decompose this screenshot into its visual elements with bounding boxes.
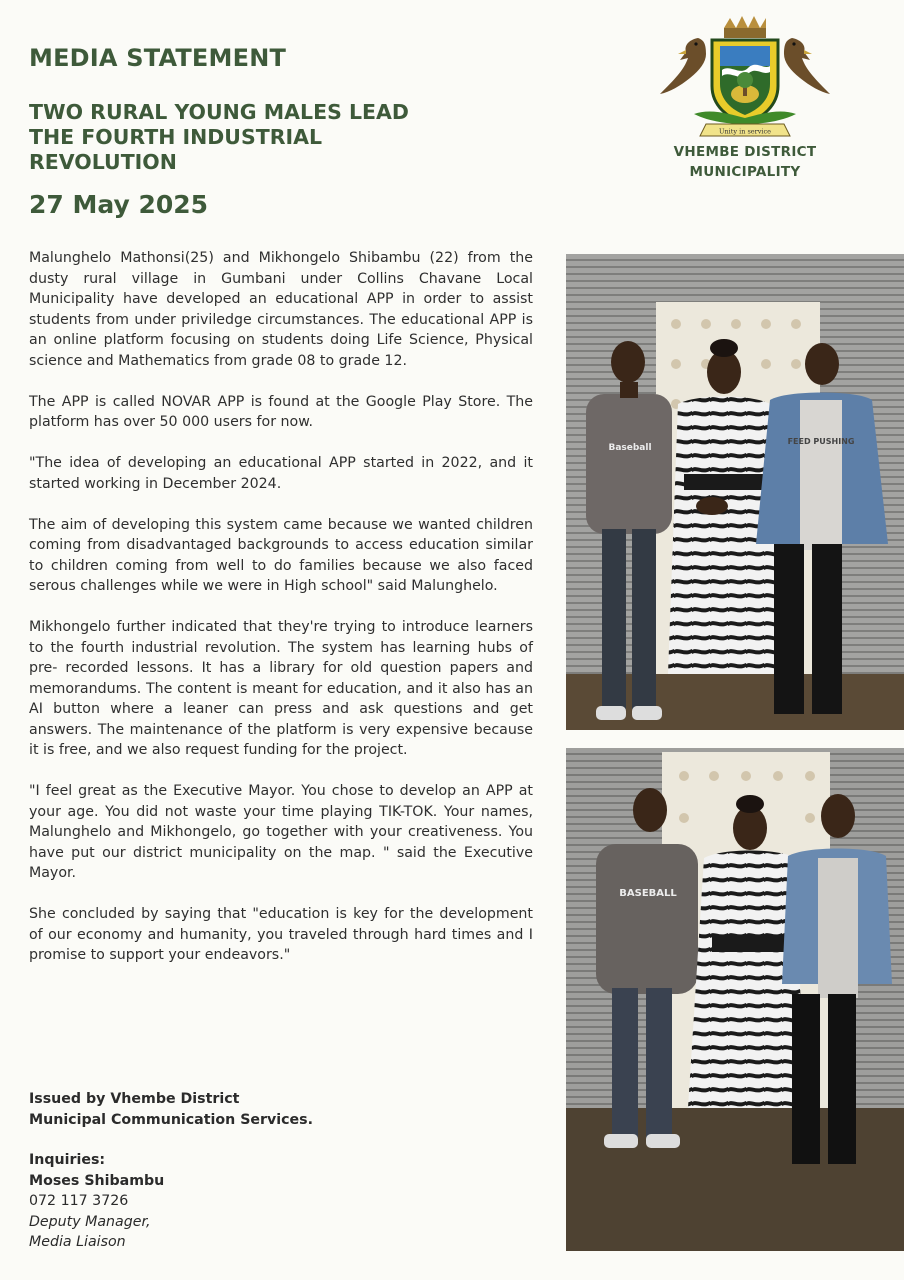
contact-title-line: Media Liaison xyxy=(29,1234,126,1250)
inquiries-block xyxy=(29,1150,533,1253)
photo-group-image xyxy=(566,748,904,1251)
shield-icon xyxy=(712,40,778,124)
media-statement-label: MEDIA STATEMENT xyxy=(29,44,287,72)
issued-by-line: Municipal Communication Services. xyxy=(29,1111,314,1128)
body-paragraph: She concluded by saying that "education is key for the development of our economy and humanity, you traveled through hard times and I promise to support your endeavors." xyxy=(29,906,533,963)
body-paragraph: The aim of developing this system came because we wanted children coming from disadvantaged backgrounds to access education similar to children coming from well to do families because we also faced serous challenges while we were in High school" said Malunghelo. xyxy=(29,516,533,594)
organization-name-line: VHEMBE DISTRICT xyxy=(673,144,817,160)
statement-date: 27 May 2025 xyxy=(29,190,209,219)
statement-body xyxy=(29,248,533,986)
headline-line: REVOLUTION xyxy=(29,150,177,174)
issued-by-line: Issued by Vhembe District xyxy=(29,1091,240,1107)
left-bird-icon xyxy=(660,38,706,94)
right-bird-icon xyxy=(784,38,830,94)
crown-icon xyxy=(724,16,766,38)
body-paragraph: "The idea of developing an educational APP started in 2022, and it started working in December 2024. xyxy=(29,455,533,492)
photo-handshake-image xyxy=(566,254,904,730)
coat-of-arms-icon xyxy=(650,14,840,144)
motto-text: Unity in service xyxy=(719,127,771,136)
body-paragraph: Mikhongelo further indicated that they're trying to introduce learners to the fourth industrial revolution. The system has learning hubs of pre- recorded lessons. It has a library for old question papers and memorandums. The content is meant for education, and it also has an AI button where a leaner can press and ask questions and get answers. The maintenance of the platform is very expensive because it is free, and we also request funding for the project. xyxy=(29,619,533,758)
motto-ribbon xyxy=(700,124,790,136)
shirt-print: FEED PUSHING xyxy=(787,437,855,446)
contact-phone: 072 117 3726 xyxy=(29,1193,129,1209)
hoodie-print: Baseball xyxy=(608,443,652,453)
body-paragraph: "I feel great as the Executive Mayor. You chose to develop an APP at your age. You did not waste your time playing TIK-TOK. Your names, Malunghelo and Mikhongelo, go together with your creativeness. You have put our district municipality on the map. " said the Executive Mayor. xyxy=(29,783,533,881)
headline-line: TWO RURAL YOUNG MALES LEAD xyxy=(29,100,409,124)
organization-name-line: MUNICIPALITY xyxy=(689,164,801,180)
headline-line: THE FOURTH INDUSTRIAL xyxy=(29,125,323,149)
body-paragraph: The APP is called NOVAR APP is found at the Google Play Store. The platform has over 50 000 users for now. xyxy=(29,393,533,430)
inquiries-label: Inquiries: xyxy=(29,1152,106,1168)
issued-by xyxy=(29,1089,533,1130)
headline xyxy=(29,100,469,175)
contact-name: Moses Shibambu xyxy=(29,1172,165,1189)
contact-title-line: Deputy Manager, xyxy=(29,1213,151,1230)
body-paragraph: Malunghelo Mathonsi(25) and Mikhongelo Shibambu (22) from the dusty rural village in Gumbani under Collins Chavane Local Municipality have developed an educational APP in order to assist students from under priviledge circumstances. The educational APP is an online platform focusing on students doing Life Science, Physical science and Mathematics from grade 08 to grade 12. xyxy=(29,250,533,369)
hoodie-print: BASEBALL xyxy=(619,888,677,899)
photo-group xyxy=(566,748,904,1251)
organization-name xyxy=(650,142,840,182)
photo-handshake xyxy=(566,254,904,730)
